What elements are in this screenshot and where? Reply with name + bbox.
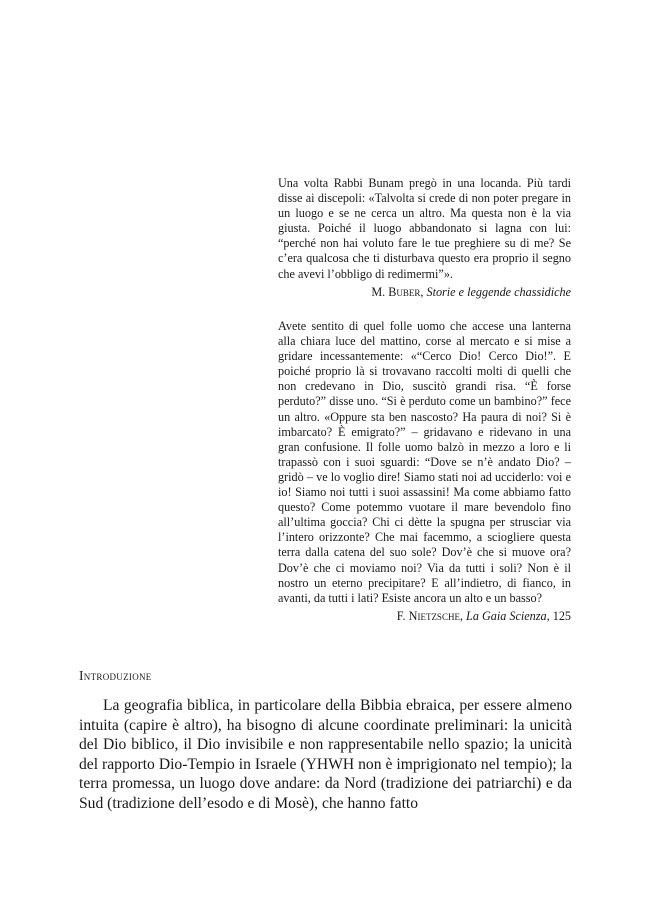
epigraph-nietzsche — [278, 319, 571, 624]
epigraph-work: Storie e leggende chassidiche — [426, 284, 571, 299]
epigraph-buber — [278, 176, 571, 300]
epigraph-attribution — [278, 285, 571, 300]
epigraph-author: M. Buber, — [371, 284, 424, 299]
epigraph-reference: , 125 — [546, 608, 571, 623]
epigraph-text: Avete sentito di quel folle uomo che accese una lanterna alla chiara luce del mattino, corse al mercato e si mise a gridare incessantemente: «“Cerco Dio! Cerco Dio!”. E poiché proprio là si trovavano raccolti molti di quelli che non credevano in Dio, suscitò grandi risa. “È forse perduto?” disse uno. “Si è perduto come un bambino?” fece un altro. «Oppure sta ben nascosto? Ha paura di noi? Si è imbarcato? È emigrato?” – gridavano e ridevano in una gran confusione. Il folle uomo balzò in mezzo a loro e li trapassò con i suoi sguardi: “Dove se n’è andato Dio? – gridò – ve lo voglio dire! Siamo stati noi ad ucciderlo: voi e io! Siamo noi tutti i suoi assassini! Ma come abbiamo fatto questo? Come potemmo vuotare il mare bevendolo fino all’ultima goccia? Chi ci dètte la spugna per strusciar via l’intero orizzonte? Che mai facemmo, a sciogliere questa terra dalla catena del suo sole? Dov’è che si muove ora? Dov’è che ci moviamo noi? Via da tutti i soli? Non è il nostro un eterno precipitare? E all’indietro, di fianco, in avanti, da tutti i lati? Esiste ancora un alto e un basso? — [278, 319, 571, 605]
body-paragraph: La geografia biblica, in particolare della Bibbia ebraica, per essere almeno intuita (capire è altro), ha bisogno di alcune coordinate preliminari: la unicità del Dio biblico, il Dio invisibile e non rappresentabile nello spazio; la unicità del rapporto Dio-Tempio in Israele (YHWH non è imprigionato nel tempio); la terra promessa, un luogo dove andare: da Nord (tradizione dei patriarchi) e da Sud (tradizione dell’esodo e di Mosè), che hanno fatto — [79, 697, 572, 812]
epigraph-attribution — [278, 609, 571, 624]
epigraph-work: La Gaia Scienza — [466, 608, 547, 623]
epigraph-author: F. Nietzsche, — [396, 608, 463, 623]
section-title: Introduzione — [79, 668, 152, 683]
epigraph-text: Una volta Rabbi Bunam pregò in una locanda. Più tardi disse ai discepoli: «Talvolta si crede di non poter pregare in un luogo e se ne cerca un altro. Ma questa non è la via giusta. Poiché il luogo abbandonato si lagna con lui: “perché non hai voluto fare le tue preghiere su di me? Se c’era qualcosa che ti disturbava questo era proprio il segno che avevi l’obbligo di redimermi”». — [278, 176, 571, 281]
